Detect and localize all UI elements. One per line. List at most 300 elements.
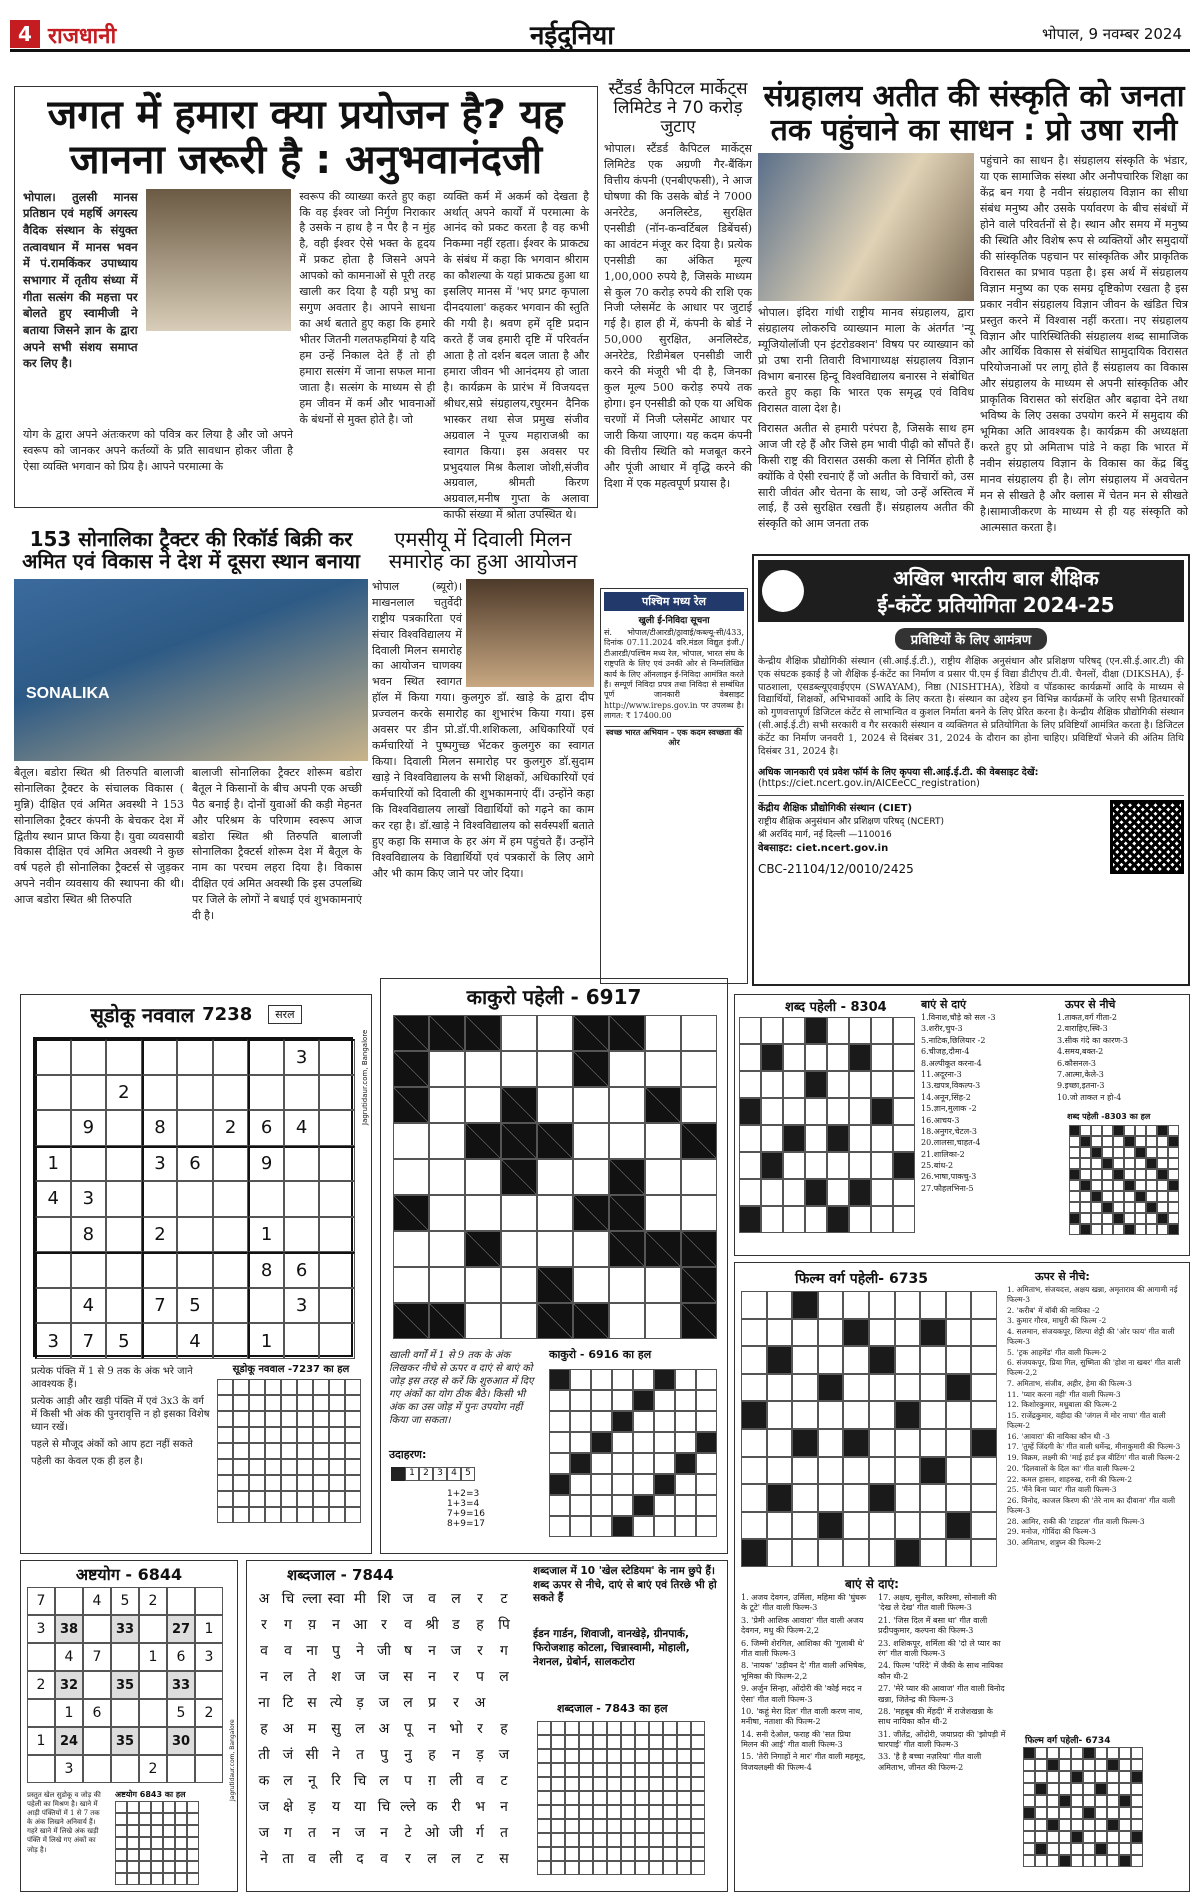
word-search-letter[interactable]: य bbox=[331, 1799, 341, 1815]
film-cell[interactable] bbox=[946, 1539, 972, 1567]
ashtayog-cell[interactable] bbox=[83, 1755, 111, 1783]
crossword-cell[interactable] bbox=[761, 1017, 783, 1044]
film-cell[interactable] bbox=[946, 1457, 972, 1485]
ashtayog-cell[interactable] bbox=[139, 1699, 167, 1727]
sudoku-cell[interactable] bbox=[284, 1075, 320, 1111]
crossword-cell[interactable] bbox=[783, 1098, 805, 1125]
crossword-cell[interactable] bbox=[871, 1071, 893, 1098]
sudoku-cell[interactable] bbox=[213, 1146, 249, 1182]
film-cell[interactable] bbox=[741, 1319, 767, 1347]
sudoku-cell[interactable]: 7 bbox=[142, 1288, 178, 1324]
ashtayog-sum-cell[interactable]: 33 bbox=[167, 1671, 195, 1699]
sudoku-cell[interactable]: 5 bbox=[106, 1323, 142, 1359]
film-cell[interactable] bbox=[792, 1374, 818, 1402]
crossword-cell[interactable] bbox=[739, 1152, 761, 1179]
crossword-cell[interactable] bbox=[827, 1017, 849, 1044]
film-cell[interactable] bbox=[971, 1401, 997, 1429]
word-search-letter[interactable]: ज bbox=[258, 1825, 270, 1841]
word-search-letter[interactable]: र bbox=[477, 1721, 483, 1737]
word-search-letter[interactable]: स bbox=[499, 1851, 509, 1867]
sudoku-cell[interactable] bbox=[142, 1252, 178, 1288]
word-search-letter[interactable]: ट bbox=[476, 1851, 484, 1867]
film-cell[interactable] bbox=[869, 1401, 895, 1429]
word-search-letter[interactable]: चि bbox=[377, 1799, 391, 1815]
kakuro-cell[interactable] bbox=[465, 1303, 501, 1339]
word-search-letter[interactable]: ने bbox=[260, 1851, 268, 1867]
word-search-letter[interactable]: व bbox=[380, 1851, 388, 1867]
ashtayog-cell[interactable]: 6 bbox=[83, 1699, 111, 1727]
sudoku-cell[interactable]: 8 bbox=[248, 1252, 284, 1288]
crossword-cell[interactable] bbox=[761, 1125, 783, 1152]
sudoku-cell[interactable] bbox=[106, 1252, 142, 1288]
crossword-cell[interactable] bbox=[871, 1152, 893, 1179]
film-cell[interactable] bbox=[869, 1374, 895, 1402]
film-cell[interactable] bbox=[818, 1291, 844, 1319]
sudoku-cell[interactable]: 8 bbox=[142, 1110, 178, 1146]
word-search-letter[interactable]: ह bbox=[476, 1617, 484, 1633]
sudoku-cell[interactable]: 4 bbox=[35, 1181, 71, 1217]
film-cell[interactable] bbox=[741, 1484, 767, 1512]
film-cell[interactable] bbox=[843, 1457, 869, 1485]
sudoku-cell[interactable] bbox=[213, 1252, 249, 1288]
word-search-letter[interactable]: न bbox=[428, 1643, 436, 1659]
film-cell[interactable] bbox=[869, 1319, 895, 1347]
word-search-letter[interactable]: ल bbox=[427, 1851, 437, 1867]
crossword-cell[interactable] bbox=[893, 1044, 915, 1071]
kakuro-cell[interactable] bbox=[573, 1159, 609, 1195]
crossword-cell[interactable] bbox=[739, 1071, 761, 1098]
film-cell[interactable] bbox=[971, 1346, 997, 1374]
sudoku-cell[interactable]: 6 bbox=[248, 1110, 284, 1146]
crossword-cell[interactable] bbox=[783, 1206, 805, 1233]
kakuro-cell[interactable] bbox=[609, 1123, 645, 1159]
word-search-letter[interactable]: ना bbox=[258, 1695, 270, 1711]
crossword-cell[interactable] bbox=[827, 1044, 849, 1071]
crossword-cell[interactable] bbox=[871, 1017, 893, 1044]
word-search-letter[interactable]: त्ये bbox=[329, 1695, 343, 1711]
film-cell[interactable] bbox=[920, 1401, 946, 1429]
sudoku-cell[interactable] bbox=[106, 1110, 142, 1146]
ashtayog-cell[interactable]: 2 bbox=[195, 1699, 223, 1727]
kakuro-cell[interactable] bbox=[609, 1303, 645, 1339]
kakuro-cell[interactable] bbox=[429, 1267, 465, 1303]
crossword-cell[interactable] bbox=[827, 1071, 849, 1098]
sudoku-cell[interactable]: 9 bbox=[248, 1146, 284, 1182]
film-cell[interactable] bbox=[843, 1484, 869, 1512]
word-search-letter[interactable]: व bbox=[260, 1643, 268, 1659]
word-search-letter[interactable]: ज bbox=[498, 1747, 510, 1763]
film-cell[interactable] bbox=[920, 1429, 946, 1457]
word-search-letter[interactable]: र bbox=[453, 1695, 459, 1711]
sudoku-cell[interactable]: 4 bbox=[177, 1323, 213, 1359]
word-search-letter[interactable]: र bbox=[381, 1617, 387, 1633]
kakuro-cell[interactable] bbox=[393, 1159, 429, 1195]
sudoku-cell[interactable] bbox=[213, 1323, 249, 1359]
word-search-letter[interactable]: ज bbox=[354, 1669, 366, 1685]
ashtayog-cell[interactable]: 3 bbox=[55, 1755, 83, 1783]
ashtayog-cell[interactable] bbox=[55, 1587, 83, 1615]
kakuro-cell[interactable] bbox=[537, 1015, 573, 1051]
word-search-letter[interactable]: न bbox=[428, 1669, 436, 1685]
kakuro-cell[interactable] bbox=[645, 1195, 681, 1231]
kakuro-cell[interactable] bbox=[573, 1123, 609, 1159]
crossword-cell[interactable] bbox=[893, 1206, 915, 1233]
film-cell[interactable] bbox=[920, 1346, 946, 1374]
film-cell[interactable] bbox=[971, 1374, 997, 1402]
kakuro-cell[interactable] bbox=[429, 1123, 465, 1159]
crossword-cell[interactable] bbox=[805, 1098, 827, 1125]
word-search-letter[interactable]: र्ग bbox=[476, 1825, 484, 1841]
word-search-letter[interactable]: शि bbox=[377, 1591, 391, 1607]
kakuro-cell[interactable] bbox=[645, 1051, 681, 1087]
word-search-letter[interactable]: प bbox=[404, 1773, 412, 1789]
kakuro-cell[interactable] bbox=[501, 1051, 537, 1087]
crossword-cell[interactable] bbox=[871, 1125, 893, 1152]
sudoku-cell[interactable] bbox=[213, 1217, 249, 1253]
word-search-letter[interactable]: ता bbox=[282, 1851, 294, 1867]
word-search-letter[interactable]: ने bbox=[332, 1747, 340, 1763]
kakuro-cell[interactable] bbox=[645, 1159, 681, 1195]
word-search-letter[interactable]: त bbox=[500, 1825, 508, 1841]
sudoku-cell[interactable] bbox=[213, 1288, 249, 1324]
word-search-letter[interactable]: त bbox=[356, 1747, 364, 1763]
film-cell[interactable] bbox=[767, 1319, 793, 1347]
word-search-letter[interactable]: जी bbox=[376, 1643, 391, 1659]
word-search-letter[interactable]: मी bbox=[354, 1591, 366, 1607]
word-search-letter[interactable]: न bbox=[380, 1825, 388, 1841]
sudoku-cell[interactable] bbox=[213, 1075, 249, 1111]
word-search-letter[interactable]: री bbox=[451, 1799, 461, 1815]
kakuro-cell[interactable] bbox=[429, 1051, 465, 1087]
ashtayog-sum-cell[interactable]: 38 bbox=[55, 1615, 83, 1643]
film-cell[interactable] bbox=[971, 1291, 997, 1319]
film-cell[interactable] bbox=[920, 1512, 946, 1540]
ashtayog-cell[interactable] bbox=[139, 1615, 167, 1643]
word-search-letter[interactable]: श्री bbox=[425, 1617, 439, 1633]
sudoku-cell[interactable]: 4 bbox=[284, 1110, 320, 1146]
word-search-letter[interactable]: सी bbox=[305, 1747, 319, 1763]
sudoku-cell[interactable]: 6 bbox=[177, 1146, 213, 1182]
sudoku-cell[interactable] bbox=[284, 1323, 320, 1359]
crossword-cell[interactable] bbox=[761, 1179, 783, 1206]
sudoku-cell[interactable] bbox=[177, 1075, 213, 1111]
film-cell[interactable] bbox=[767, 1512, 793, 1540]
film-cell[interactable] bbox=[895, 1319, 921, 1347]
ashtayog-cell[interactable]: 2 bbox=[139, 1587, 167, 1615]
word-search-letter[interactable]: र bbox=[261, 1617, 267, 1633]
kakuro-cell[interactable] bbox=[393, 1231, 429, 1267]
film-cell[interactable] bbox=[818, 1429, 844, 1457]
ashtayog-sum-cell[interactable]: 33 bbox=[111, 1615, 139, 1643]
film-cell[interactable] bbox=[741, 1346, 767, 1374]
film-cell[interactable] bbox=[971, 1539, 997, 1567]
word-search-letter[interactable]: प्र bbox=[428, 1695, 436, 1711]
kakuro-cell[interactable] bbox=[465, 1267, 501, 1303]
film-cell[interactable] bbox=[843, 1374, 869, 1402]
sudoku-cell[interactable] bbox=[35, 1252, 71, 1288]
film-cell[interactable] bbox=[792, 1319, 818, 1347]
word-search-letter[interactable]: ते bbox=[308, 1669, 316, 1685]
word-search-letter[interactable]: व bbox=[284, 1643, 292, 1659]
kakuro-cell[interactable] bbox=[429, 1195, 465, 1231]
sudoku-cell[interactable]: 3 bbox=[142, 1146, 178, 1182]
crossword-cell[interactable] bbox=[783, 1071, 805, 1098]
sudoku-cell[interactable] bbox=[71, 1146, 107, 1182]
word-search-letter[interactable]: पु bbox=[380, 1747, 388, 1763]
film-cell[interactable] bbox=[869, 1291, 895, 1319]
word-search-letter[interactable]: ल bbox=[451, 1591, 461, 1607]
kakuro-cell[interactable] bbox=[645, 1267, 681, 1303]
kakuro-cell[interactable] bbox=[501, 1195, 537, 1231]
word-search-letter[interactable]: र bbox=[477, 1591, 483, 1607]
sudoku-cell[interactable] bbox=[35, 1217, 71, 1253]
ashtayog-cell[interactable] bbox=[139, 1671, 167, 1699]
word-search-letter[interactable]: टि bbox=[282, 1695, 294, 1711]
film-cell[interactable] bbox=[767, 1539, 793, 1567]
word-search-letter[interactable]: ज bbox=[354, 1825, 366, 1841]
word-search-letter[interactable]: र bbox=[453, 1669, 459, 1685]
word-search-letter[interactable]: श bbox=[331, 1669, 341, 1685]
word-search-letter[interactable]: ती bbox=[258, 1747, 270, 1763]
kakuro-cell[interactable] bbox=[537, 1087, 573, 1123]
crossword-cell[interactable] bbox=[849, 1071, 871, 1098]
film-cell[interactable] bbox=[818, 1346, 844, 1374]
film-cell[interactable] bbox=[971, 1319, 997, 1347]
word-search-letter[interactable]: क bbox=[426, 1799, 438, 1815]
word-search-letter[interactable]: अ bbox=[474, 1695, 486, 1711]
ashtayog-sum-cell[interactable]: 32 bbox=[55, 1671, 83, 1699]
film-cell[interactable] bbox=[818, 1539, 844, 1567]
kakuro-cell[interactable] bbox=[537, 1159, 573, 1195]
word-search-letter[interactable]: रि bbox=[331, 1773, 341, 1789]
word-search-letter[interactable]: ल्ला bbox=[302, 1591, 322, 1607]
kakuro-cell[interactable] bbox=[645, 1015, 681, 1051]
film-cell[interactable] bbox=[843, 1401, 869, 1429]
film-cell[interactable] bbox=[920, 1291, 946, 1319]
crossword-cell[interactable] bbox=[849, 1152, 871, 1179]
word-search-letter[interactable]: स bbox=[403, 1669, 413, 1685]
crossword-cell[interactable] bbox=[849, 1206, 871, 1233]
film-cell[interactable] bbox=[971, 1457, 997, 1485]
kakuro-cell[interactable] bbox=[537, 1195, 573, 1231]
ashtayog-cell[interactable]: 1 bbox=[139, 1643, 167, 1671]
word-search-letter[interactable]: ह bbox=[260, 1721, 268, 1737]
word-search-letter[interactable]: ल bbox=[451, 1851, 461, 1867]
film-cell[interactable] bbox=[971, 1484, 997, 1512]
kakuro-cell[interactable] bbox=[681, 1051, 717, 1087]
sudoku-cell[interactable] bbox=[35, 1075, 71, 1111]
word-search-letter[interactable]: त bbox=[308, 1825, 316, 1841]
film-cell[interactable] bbox=[792, 1512, 818, 1540]
crossword-cell[interactable] bbox=[871, 1206, 893, 1233]
word-search-letter[interactable]: न bbox=[452, 1747, 460, 1763]
ashtayog-cell[interactable] bbox=[195, 1587, 223, 1615]
word-search-letter[interactable]: स्वा bbox=[327, 1591, 345, 1607]
kakuro-cell[interactable] bbox=[609, 1087, 645, 1123]
sudoku-cell[interactable] bbox=[319, 1181, 355, 1217]
word-search-letter[interactable]: ओ bbox=[424, 1825, 440, 1841]
word-search-letter[interactable]: म bbox=[307, 1721, 317, 1737]
film-cell[interactable] bbox=[792, 1457, 818, 1485]
ashtayog-cell[interactable] bbox=[83, 1615, 111, 1643]
sudoku-cell[interactable]: 7 bbox=[71, 1323, 107, 1359]
film-cell[interactable] bbox=[818, 1484, 844, 1512]
sudoku-cell[interactable]: 2 bbox=[106, 1075, 142, 1111]
word-search-letter[interactable]: ल bbox=[283, 1773, 293, 1789]
film-cell[interactable] bbox=[818, 1457, 844, 1485]
crossword-cell[interactable] bbox=[805, 1044, 827, 1071]
kakuro-cell[interactable] bbox=[645, 1123, 681, 1159]
sudoku-cell[interactable] bbox=[284, 1146, 320, 1182]
word-search-letter[interactable]: ली bbox=[449, 1773, 463, 1789]
sudoku-cell[interactable] bbox=[35, 1039, 71, 1075]
word-search-letter[interactable]: व bbox=[476, 1773, 484, 1789]
word-search-letter[interactable]: न bbox=[428, 1721, 436, 1737]
crossword-cell[interactable] bbox=[761, 1098, 783, 1125]
kakuro-cell[interactable] bbox=[681, 1195, 717, 1231]
ashtayog-cell[interactable]: 3 bbox=[195, 1643, 223, 1671]
word-search-letter[interactable]: व bbox=[404, 1617, 412, 1633]
word-search-letter[interactable]: ह bbox=[500, 1721, 508, 1737]
word-search-letter[interactable]: र bbox=[405, 1851, 411, 1867]
ashtayog-cell[interactable] bbox=[167, 1755, 195, 1783]
sudoku-cell[interactable] bbox=[248, 1181, 284, 1217]
ashtayog-grid[interactable] bbox=[27, 1587, 223, 1783]
sudoku-cell[interactable] bbox=[142, 1039, 178, 1075]
word-search-letter[interactable]: ल्ले bbox=[400, 1799, 416, 1815]
film-cell[interactable] bbox=[741, 1291, 767, 1319]
sudoku-cell[interactable] bbox=[284, 1217, 320, 1253]
sudoku-cell[interactable] bbox=[35, 1110, 71, 1146]
word-search-letter[interactable]: ड़ bbox=[356, 1695, 364, 1711]
film-cell[interactable] bbox=[741, 1512, 767, 1540]
film-cell[interactable] bbox=[843, 1346, 869, 1374]
film-cell[interactable] bbox=[792, 1484, 818, 1512]
sudoku-cell[interactable] bbox=[248, 1075, 284, 1111]
crossword-cell[interactable] bbox=[739, 1017, 761, 1044]
word-search-letter[interactable]: ट bbox=[500, 1773, 508, 1789]
film-cell[interactable] bbox=[767, 1401, 793, 1429]
sudoku-cell[interactable] bbox=[319, 1323, 355, 1359]
sudoku-cell[interactable] bbox=[106, 1288, 142, 1324]
kakuro-cell[interactable] bbox=[537, 1051, 573, 1087]
kakuro-cell[interactable] bbox=[393, 1123, 429, 1159]
word-search-letter[interactable]: ल bbox=[355, 1721, 365, 1737]
ashtayog-cell[interactable] bbox=[27, 1755, 55, 1783]
ashtayog-cell[interactable] bbox=[195, 1755, 223, 1783]
sudoku-cell[interactable]: 6 bbox=[284, 1252, 320, 1288]
word-search-letter[interactable]: भो bbox=[449, 1721, 463, 1737]
ashtayog-cell[interactable]: 2 bbox=[27, 1671, 55, 1699]
crossword-cell[interactable] bbox=[893, 1179, 915, 1206]
kakuro-cell[interactable] bbox=[465, 1051, 501, 1087]
sudoku-cell[interactable] bbox=[142, 1181, 178, 1217]
sudoku-cell[interactable] bbox=[319, 1252, 355, 1288]
word-search-letter[interactable]: ड़ bbox=[476, 1747, 484, 1763]
sudoku-cell[interactable] bbox=[71, 1252, 107, 1288]
ashtayog-cell[interactable] bbox=[111, 1755, 139, 1783]
film-cell[interactable] bbox=[920, 1539, 946, 1567]
word-search-letter[interactable]: नु bbox=[404, 1747, 412, 1763]
word-search-letter[interactable]: नू bbox=[308, 1773, 316, 1789]
sudoku-cell[interactable] bbox=[177, 1039, 213, 1075]
film-cell[interactable] bbox=[946, 1484, 972, 1512]
film-cell[interactable] bbox=[971, 1512, 997, 1540]
sudoku-cell[interactable] bbox=[319, 1146, 355, 1182]
sudoku-cell[interactable] bbox=[319, 1288, 355, 1324]
sudoku-cell[interactable]: 1 bbox=[248, 1323, 284, 1359]
film-grid[interactable] bbox=[741, 1291, 997, 1567]
sudoku-cell[interactable] bbox=[177, 1181, 213, 1217]
word-search-letter[interactable]: ज bbox=[258, 1799, 270, 1815]
word-search-letter[interactable]: न bbox=[332, 1617, 340, 1633]
word-search-letter[interactable]: ज bbox=[378, 1669, 390, 1685]
word-search-letter[interactable]: ड़ bbox=[308, 1799, 316, 1815]
film-cell[interactable] bbox=[767, 1457, 793, 1485]
crossword-cell[interactable] bbox=[783, 1044, 805, 1071]
film-cell[interactable] bbox=[895, 1346, 921, 1374]
crossword-cell[interactable] bbox=[893, 1125, 915, 1152]
word-search-letter[interactable]: न bbox=[332, 1825, 340, 1841]
sudoku-cell[interactable] bbox=[319, 1217, 355, 1253]
ashtayog-cell[interactable] bbox=[83, 1671, 111, 1699]
sudoku-cell[interactable]: 3 bbox=[35, 1323, 71, 1359]
crossword-cell[interactable] bbox=[739, 1044, 761, 1071]
sudoku-cell[interactable]: 8 bbox=[71, 1217, 107, 1253]
word-search-letter[interactable]: ग़ bbox=[428, 1773, 436, 1789]
ashtayog-cell[interactable]: 7 bbox=[27, 1587, 55, 1615]
film-cell[interactable] bbox=[895, 1484, 921, 1512]
word-search-letter[interactable]: अ bbox=[258, 1591, 270, 1607]
ashtayog-cell[interactable]: 4 bbox=[55, 1643, 83, 1671]
ad-url[interactable]: (https://ciet.ncert.gov.in/AICEeCC_registration) bbox=[758, 777, 980, 789]
ashtayog-cell[interactable] bbox=[111, 1699, 139, 1727]
film-cell[interactable] bbox=[767, 1429, 793, 1457]
sudoku-grid[interactable] bbox=[33, 1037, 353, 1357]
word-search-letter[interactable]: पि bbox=[498, 1617, 510, 1633]
word-search-letter[interactable]: न bbox=[500, 1799, 508, 1815]
word-search-letter[interactable]: ली bbox=[329, 1851, 343, 1867]
crossword-cell[interactable] bbox=[893, 1098, 915, 1125]
word-search-letter[interactable]: ल bbox=[283, 1669, 293, 1685]
word-search-letter[interactable]: ट bbox=[500, 1591, 508, 1607]
word-search-letter[interactable]: र bbox=[477, 1643, 483, 1659]
film-cell[interactable] bbox=[741, 1429, 767, 1457]
kakuro-cell[interactable] bbox=[645, 1303, 681, 1339]
film-cell[interactable] bbox=[818, 1319, 844, 1347]
word-search-letter[interactable]: चि bbox=[353, 1773, 367, 1789]
sudoku-cell[interactable]: 2 bbox=[213, 1110, 249, 1146]
ashtayog-sum-cell[interactable]: 24 bbox=[55, 1727, 83, 1755]
sudoku-cell[interactable]: 1 bbox=[248, 1217, 284, 1253]
word-search-letter[interactable]: अ bbox=[282, 1721, 294, 1737]
crossword-cell[interactable] bbox=[783, 1152, 805, 1179]
crossword-cell[interactable] bbox=[761, 1206, 783, 1233]
word-search-letter[interactable]: द bbox=[356, 1851, 364, 1867]
sudoku-cell[interactable]: 9 bbox=[71, 1110, 107, 1146]
film-cell[interactable] bbox=[946, 1291, 972, 1319]
sudoku-cell[interactable] bbox=[213, 1181, 249, 1217]
film-cell[interactable] bbox=[895, 1429, 921, 1457]
word-search-letter[interactable]: जी bbox=[448, 1825, 463, 1841]
word-search-letter[interactable]: ल bbox=[499, 1669, 509, 1685]
word-search-letter[interactable]: अ bbox=[378, 1721, 390, 1737]
crossword-cell[interactable] bbox=[827, 1179, 849, 1206]
kakuro-cell[interactable] bbox=[609, 1267, 645, 1303]
film-cell[interactable] bbox=[895, 1374, 921, 1402]
film-cell[interactable] bbox=[843, 1539, 869, 1567]
sudoku-cell[interactable] bbox=[319, 1110, 355, 1146]
